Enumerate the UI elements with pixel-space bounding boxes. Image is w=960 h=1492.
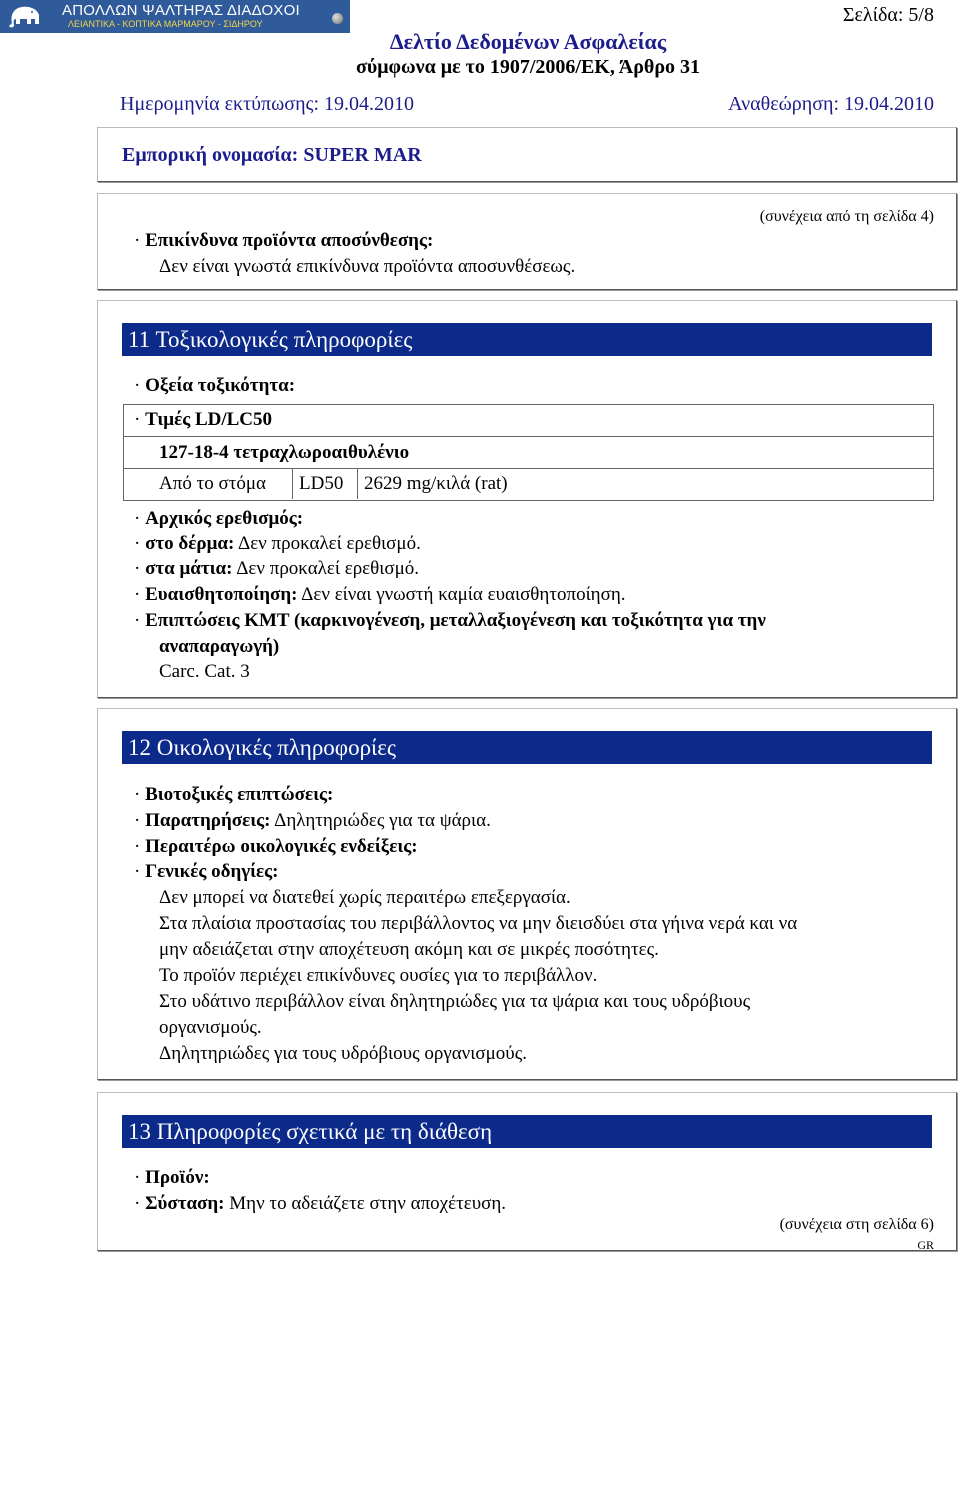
product-label: · Προϊόν: (134, 1167, 210, 1188)
logo-tagline: ΛΕΙΑΝΤΙΚΑ - ΚΟΠΤΙΚΑ ΜΑΡΜΑΡΟΥ - ΣΙΔΗΡΟΥ (68, 19, 263, 29)
table-route: Από το στόμα (159, 473, 266, 494)
ecology-line: Στα πλαίσια προστασίας του περιβάλλοντος να μην διεισδύει στα γήινα νερά και να (159, 913, 798, 934)
cmr-effects-label: · Επιπτώσεις ΚΜΤ (καρκινογένεση, μεταλλαξιογένεση και τοξικότητα για την (134, 610, 766, 631)
table-title: · Τιμές LD/LC50 (134, 409, 273, 430)
hazardous-products-label: · Επικίνδυνα προϊόντα αποσύνθεσης: (134, 230, 434, 251)
section-13-heading: 13 Πληροφορίες σχετικά με τη διάθεση (122, 1115, 932, 1148)
section-11-heading: 11 Τοξικολογικές πληροφορίες (122, 323, 932, 356)
ecology-line: Στο υδάτινο περιβάλλον είναι δηλητηριώδες για τα ψάρια και τους υδρόβιους (159, 991, 751, 1012)
eye-irritation: · στα μάτια: Δεν προκαλεί ερεθισμό. (134, 558, 420, 579)
table-substance: 127-18-4 τετραχλωροαιθυλένιο (159, 442, 410, 463)
table-divider (292, 468, 293, 499)
biotoxic-label: · Βιοτοξικές επιπτώσεις: (134, 784, 334, 805)
ecology-line: Το προϊόν περιέχει επικίνδυνες ουσίες για το περιβάλλον. (159, 965, 598, 986)
language-code: GR (917, 1238, 934, 1252)
document-title: Δελτίο Δεδομένων Ασφαλείας (389, 29, 667, 54)
ecology-line: Δηλητηριώδες για τους υδρόβιους οργανισμούς. (159, 1043, 527, 1064)
ecology-line: Δεν μπορεί να διατεθεί χωρίς περαιτέρω επεξεργασία. (159, 887, 571, 908)
page-number: Σελίδα: 5/8 (842, 4, 934, 26)
document-subtitle: σύμφωνα με το 1907/2006/ΕΚ, Άρθρο 31 (355, 56, 701, 78)
logo-brand-text: ΑΠΟΛΛΩΝ ΨΑΛΤΗΡΑΣ ΔΙΑΔΟΧΟΙ (62, 2, 300, 19)
table-type: LD50 (299, 473, 344, 494)
ecology-line: μην αδειάζεται στην αποχέτευση ακόμη και σε μικρές ποσότητες. (159, 939, 659, 960)
continued-on: (συνέχεια στη σελίδα 6) (779, 1216, 934, 1233)
sensitisation: · Ευαισθητοποίηση: Δεν είναι γνωστή καμία ευαισθητοποίηση. (134, 584, 626, 605)
hazardous-products-text: Δεν είναι γνωστά επικίνδυνα προϊόντα αποσυνθέσεως. (159, 256, 576, 277)
revision-date: Αναθεώρηση: 19.04.2010 (728, 93, 934, 115)
acute-toxicity-label: · Οξεία τοξικότητα: (134, 375, 296, 396)
continued-from: (συνέχεια από τη σελίδα 4) (759, 208, 934, 225)
table-value: 2629 mg/κιλά (rat) (364, 473, 508, 494)
table-divider (357, 468, 358, 499)
ecology-line: οργανισμούς. (159, 1017, 262, 1038)
general-instructions-label: · Γενικές οδηγίες: (134, 861, 279, 882)
skin-irritation: · στο δέρμα: Δεν προκαλεί ερεθισμό. (134, 533, 421, 554)
company-logo (0, 0, 350, 33)
elephant-logo-icon (6, 3, 46, 30)
trade-name: Εμπορική ονομασία: SUPER MAR (122, 144, 422, 166)
table-divider (124, 436, 933, 437)
globe-icon (332, 13, 343, 24)
section-12-heading: 12 Οικολογικές πληροφορίες (122, 731, 932, 764)
print-date: Ημερομηνία εκτύπωσης: 19.04.2010 (120, 93, 415, 115)
disposal-recommendation: · Σύσταση: Μην το αδειάζετε στην αποχέτευση. (134, 1193, 507, 1214)
table-divider (124, 468, 933, 469)
cmr-effects-label-cont: αναπαραγωγή) (159, 636, 280, 657)
cmr-classification: Carc. Cat. 3 (159, 661, 250, 682)
remarks: · Παρατηρήσεις: Δηλητηριώδες για τα ψάρια. (134, 810, 491, 831)
irritation-label: · Αρχικός ερεθισμός: (134, 508, 304, 529)
further-ecological-label: · Περαιτέρω οικολογικές ενδείξεις: (134, 836, 418, 857)
